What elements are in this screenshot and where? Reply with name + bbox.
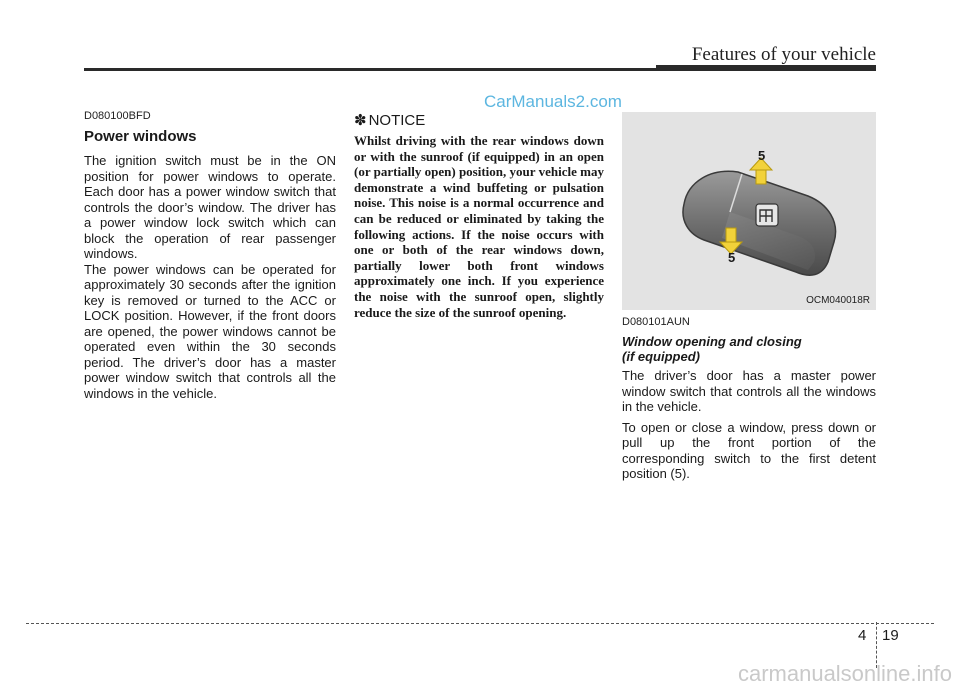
section-code: D080100BFD xyxy=(84,110,151,122)
section-title: Features of your vehicle xyxy=(691,44,876,65)
notice-title: NOTICE xyxy=(368,112,426,129)
section-subheading xyxy=(622,334,876,364)
window-switch-figure xyxy=(622,112,876,310)
notice-heading xyxy=(354,111,604,129)
site-watermark[interactable]: CarManuals2.com xyxy=(484,92,622,111)
footer-watermark[interactable]: carmanualsonline.info xyxy=(737,661,952,686)
body-paragraph: The ignition switch must be in the ON position for power windows to operate. Each door has a power window switch that controls the door’s window. The driver has a power window lock switch which can block the operation of rear passenger windows. xyxy=(84,153,336,261)
window-switch-illustration xyxy=(622,112,876,310)
section-code: D080101AUN xyxy=(622,316,690,328)
body-paragraph: The power windows can be operated for approximately 30 seconds after the ignition key is removed or turned to the ACC or LOCK position. However, if the front doors are opened, the power windows cannot be operated even within the 30 seconds period. The driver’s door has a master power window switch that controls all the windows in the vehicle. xyxy=(84,261,336,401)
subheading-line: Window opening and closing xyxy=(622,334,802,349)
figure-code: OCM040018R xyxy=(806,295,870,306)
notice-text: Whilst driving with the rear windows down or with the sunroof (if equipped) in an open (or partially open) position, your vehicle may demonstrate a wind buffeting or pulsation noise. This noise is a normal occurrence and can be reduced or eliminated by taking the following actions. If the noise occurs with one or both of the rear windows down, partially lower both front windows approximately one inch. If you experience the noise with the sunroof open, slightly reduce the size of the sunroof opening. xyxy=(354,133,604,320)
notice-star-icon: ✽ xyxy=(354,112,367,129)
chapter-number: 4 xyxy=(858,627,867,644)
footer-rule xyxy=(26,623,934,624)
callout-5-top: 5 xyxy=(758,148,766,163)
column-power-windows xyxy=(84,110,336,401)
notice-box xyxy=(354,110,604,320)
body-paragraph: The driver’s door has a master power window switch that controls all the windows in the vehicle. xyxy=(622,368,876,414)
column-window-opening xyxy=(622,316,876,482)
page-number: 19 xyxy=(882,627,899,644)
callout-5-bottom: 5 xyxy=(728,250,736,265)
section-heading: Power windows xyxy=(84,128,197,145)
header-rule-accent xyxy=(656,65,876,71)
subheading-line: (if equipped) xyxy=(622,349,700,364)
body-paragraph: To open or close a window, press down or pull up the front portion of the corresponding switch to the first detent position (5). xyxy=(622,419,876,481)
